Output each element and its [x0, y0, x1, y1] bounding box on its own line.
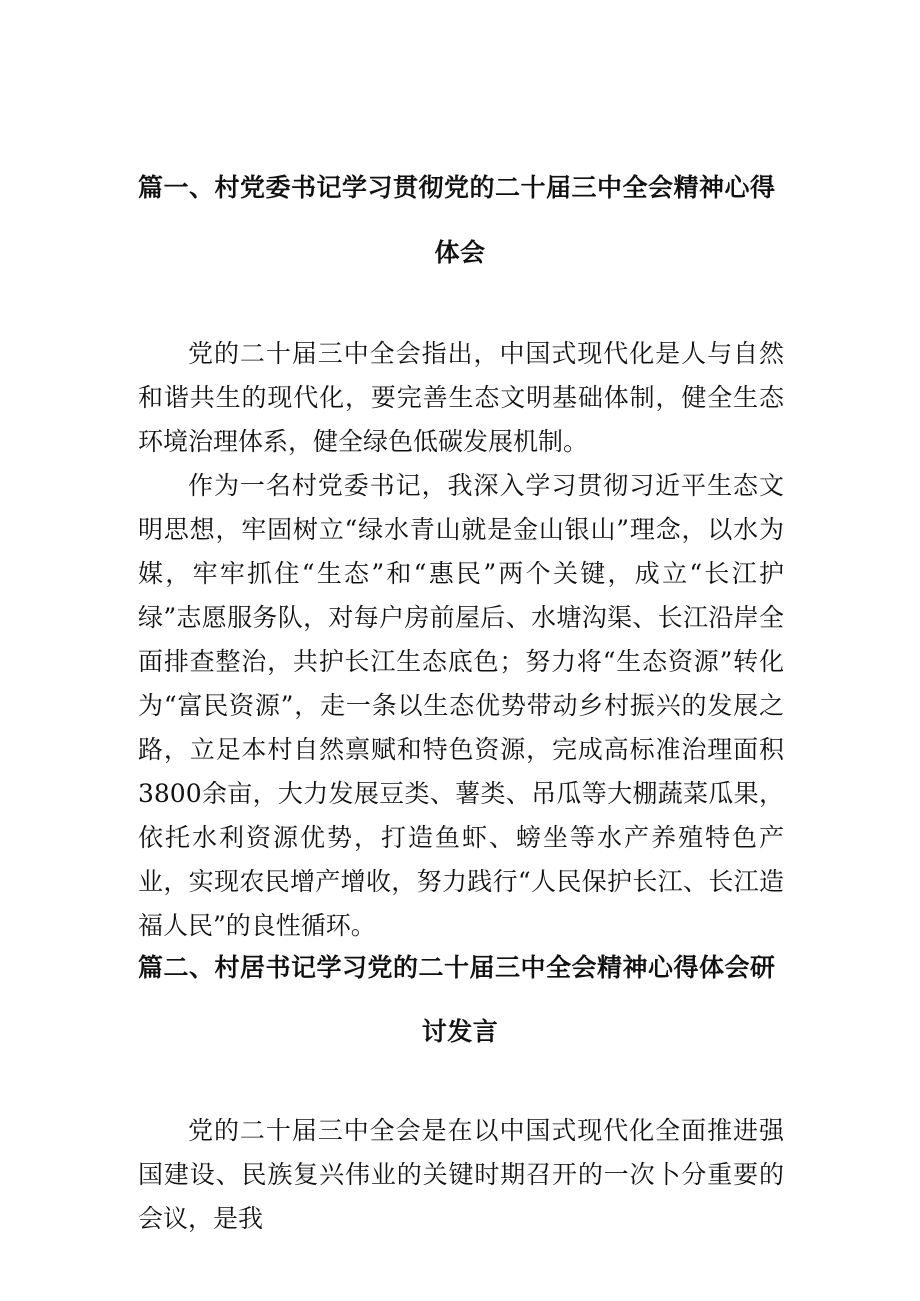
section1-title-line1: 篇一、村党委书记学习贯彻党的二十届三中全会精神心得 — [138, 173, 776, 202]
section2-paragraph-1: 党的二十届三中全会是在以中国式现代化全面推进强国建设、民族复兴伟业的关键时期召开的一次卜分重要的会议，是我 — [138, 1116, 784, 1233]
section2-title-line1: 篇二、村居书记学习党的二十届三中全会精神心得体会研 — [138, 953, 776, 982]
section1-paragraph-1: 党的二十届三中全会指出，中国式现代化是人与自然和谐共生的现代化，要完善生态文明基础体制，健全生态环境治理体系，健全绿色低碳发展机制。 — [138, 339, 784, 456]
section1-title-line2: 体会 — [434, 238, 486, 267]
section1-paragraph-2: 作为一名村党委书记，我深入学习贯彻习近平生态文明思想，牢固树立“绿水青山就是金山银山”理念，以水为媒，牢牢抓住“生态”和“惠民”两个关键，成立“长江护绿”志愿服务队，对每户房前屋后、水塘沟渠、长江沿岸全面排查整治，共护长江生态底色；努力将“生态资源”转化为“富民资源”，走一条以生态优势带动乡村振兴的发展之路，立足本村自然禀赋和特色资源，完成高标准治理面积3800余亩，大力发展豆类、薯类、吊瓜等大棚蔬菜瓜果，依托水利资源优势，打造鱼虾、螃坐等水产养殖特色产业，实现农民增产增收，努力践行“人民保护长江、长江造福人民”的良性循环。 — [138, 471, 784, 940]
section2-title-line2: 讨发言 — [421, 1017, 499, 1046]
